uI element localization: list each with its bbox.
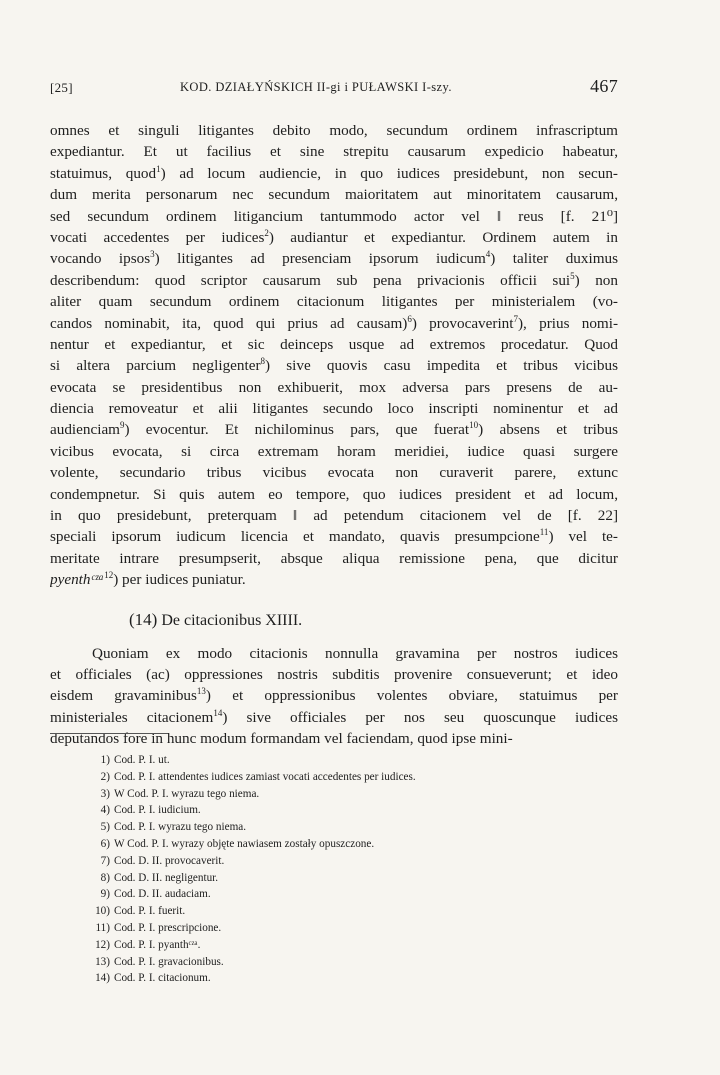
text-line bbox=[50, 163, 618, 184]
text-segment: describendum: quod scriptor causarum sub pena privacionis officii sui bbox=[50, 271, 571, 289]
text-line: omnes et singuli litigantes debito modo, secundum ordinem infrascriptum bbox=[50, 122, 618, 139]
footnote-mark: 4) bbox=[100, 804, 110, 817]
footnote bbox=[86, 786, 586, 803]
text-segment: eisdem gravaminibus bbox=[50, 687, 197, 705]
footnote bbox=[86, 819, 586, 836]
text-line: volente, secundario tribus vicibus evocata non curaverit parere, extunc bbox=[50, 464, 618, 482]
text-segment: pyenthᶜᶻᵃ bbox=[50, 571, 105, 589]
text-line bbox=[50, 227, 618, 248]
page-number: 467 bbox=[590, 76, 618, 96]
text-line: diencia removeatur et alii litigantes secundo loco inscripti nominentur et ad bbox=[50, 400, 618, 418]
footnote-text: Cod. P. I. gravacionibus. bbox=[114, 955, 224, 968]
text-segment: ) et oppressionibus volentes obviare, statuimus per bbox=[205, 687, 618, 705]
footnote-mark: 8) bbox=[100, 871, 110, 884]
text-segment: ) evocentur. Et nichilominus pars, que fuerat bbox=[124, 421, 470, 439]
text-segment: ) audiantur et expediantur. Ordinem autem in bbox=[268, 228, 618, 246]
footnote-ref: 3 bbox=[150, 249, 155, 260]
header-section-number: [25] bbox=[50, 80, 73, 95]
footnote bbox=[86, 903, 586, 920]
footnote-mark: 5) bbox=[100, 821, 110, 834]
text-line bbox=[50, 248, 618, 269]
footnote bbox=[86, 920, 586, 937]
text-line bbox=[50, 685, 618, 706]
text-line: in quo presidebunt, preterquam ‖ ad petendum citacionem vel de [f. 22] bbox=[50, 507, 618, 525]
text-line bbox=[50, 569, 618, 590]
text-line bbox=[50, 270, 618, 291]
text-segment: audienciam bbox=[50, 421, 120, 439]
text-line: nentur et expediantur, et sic deinceps usque ad extremos procedatur. Quod bbox=[50, 335, 618, 353]
text-line bbox=[50, 707, 618, 728]
footnote-text: Cod. D. II. audaciam. bbox=[114, 888, 211, 901]
footnote-mark: 11) bbox=[95, 921, 110, 934]
text-line: meritate intrare presumpserit, absque aliqua remissione pena, que dicitur bbox=[50, 549, 618, 567]
paragraph-1 bbox=[50, 120, 618, 591]
footnote-ref: 5 bbox=[570, 270, 575, 281]
footnote bbox=[86, 802, 586, 819]
footnote bbox=[86, 836, 586, 853]
footnote-text: Cod. P. I. citacionum. bbox=[114, 972, 211, 985]
text-segment: ) non bbox=[574, 271, 618, 289]
text-segment: ) provocaverint bbox=[411, 314, 514, 332]
section-heading bbox=[129, 609, 618, 631]
footnote-ref: 2 bbox=[264, 227, 269, 238]
footnote-ref: 12 bbox=[104, 570, 114, 581]
section-number: (14) bbox=[129, 609, 158, 629]
footnote-ref: 11 bbox=[539, 527, 549, 538]
text-line: et officiales (ac) oppressiones nostris subditis provenire consueverunt; et ideo bbox=[50, 665, 618, 683]
footnote-text: Cod. P. I. prescripcione. bbox=[114, 921, 222, 934]
text-segment: ministeriales citacionem bbox=[50, 708, 214, 726]
footnote-text: Cod. P. I. attendentes iudices zamiast vocati accedentes per iudices. bbox=[114, 770, 416, 783]
text-line bbox=[50, 526, 618, 547]
footnote-text: W Cod. P. I. wyrazy objęte nawiasem zostały opuszczone. bbox=[114, 837, 375, 850]
section-title: De citacionibus XIIII. bbox=[161, 611, 303, 629]
text-segment: vocati accedentes per iudices bbox=[50, 228, 265, 246]
footnote bbox=[86, 954, 586, 971]
footnote bbox=[86, 886, 586, 903]
text-line bbox=[50, 355, 618, 376]
footnote bbox=[86, 769, 586, 786]
text-line: aliter quam secundum ordinem citacionum litigantes per ministerialem (vo- bbox=[50, 293, 618, 311]
text-line: sed secundum ordinem litigancium tantummodo actor vel ‖ reus [f. 21⁰] bbox=[50, 207, 618, 225]
footnote bbox=[86, 937, 586, 954]
footnote-ref: 6 bbox=[407, 313, 412, 324]
footnote-ref: 4 bbox=[485, 249, 491, 260]
text-segment: ) sive officiales per nos seu quoscunque iudices bbox=[222, 708, 618, 726]
footnote bbox=[86, 853, 586, 870]
footnote-mark: 10) bbox=[95, 905, 110, 918]
text-segment: ) per iudices puniatur. bbox=[113, 571, 246, 589]
footnote-ref: 9 bbox=[120, 420, 125, 431]
footnote-ref: 1 bbox=[156, 163, 161, 174]
text-line: evocata se presidentibus non exhibuerit, mox adversa pars presens de au- bbox=[50, 378, 618, 396]
text-segment: ) sive quovis casu impedita et tribus vicibus bbox=[265, 357, 618, 375]
text-line: condempnetur. Si quis autem eo tempore, quo iudices president et ad locum, bbox=[50, 485, 618, 503]
text-line: Quoniam ex modo citacionis nonnulla gravamina per nostros iudices bbox=[92, 644, 618, 662]
footnote-ref: 14 bbox=[213, 707, 223, 718]
footnote-text: W Cod. P. I. wyrazu tego niema. bbox=[114, 787, 260, 800]
footnote-mark: 1) bbox=[100, 754, 110, 766]
footnote-text: Cod. D. II. provocaverit. bbox=[114, 854, 225, 867]
text-segment: ), prius nomi- bbox=[518, 314, 618, 332]
header-title: KOD. DZIAŁYŃSKICH II-gi i PUŁAWSKI I-szy. bbox=[180, 80, 452, 94]
footnote-divider bbox=[50, 733, 168, 735]
text-segment: speciali ipsorum iudicum licencia et mandato, quavis presumpcione bbox=[50, 528, 540, 546]
footnote bbox=[86, 752, 586, 769]
text-segment: ) ad locum audiencie, in quo iudices presidebunt, non secun- bbox=[160, 164, 618, 182]
footnotes bbox=[86, 752, 586, 987]
text-segment: ) absens et tribus bbox=[478, 421, 618, 439]
footnote-mark: 3) bbox=[100, 787, 110, 800]
footnote-ref: 8 bbox=[260, 356, 266, 367]
footnote-text: Cod. P. I. iudicium. bbox=[114, 804, 201, 817]
footnote-ref: 10 bbox=[469, 420, 479, 431]
text-segment: statuimus, quod bbox=[50, 164, 157, 182]
footnote-mark: 13) bbox=[95, 955, 110, 968]
text-segment: ) vel te- bbox=[548, 528, 618, 546]
running-header bbox=[50, 76, 618, 100]
footnote-text: Cod. P. I. fuerit. bbox=[114, 905, 186, 918]
footnote-mark: 12) bbox=[95, 938, 110, 951]
footnote-text: Cod. D. II. negligentur. bbox=[114, 871, 219, 884]
footnote-mark: 6) bbox=[100, 837, 110, 850]
text-segment: ) litigantes ad presenciam ipsorum iudicum bbox=[154, 250, 486, 268]
footnote-ref: 7 bbox=[513, 313, 518, 324]
footnote-text: Cod. P. I. ut. bbox=[114, 754, 170, 766]
footnote-mark: 7) bbox=[100, 854, 110, 867]
footnote-mark: 9) bbox=[100, 888, 110, 901]
footnote bbox=[86, 970, 586, 987]
text-line: dum merita personarum nec secundum maioritatem aut minoritatem causarum, bbox=[50, 186, 618, 204]
main-text bbox=[50, 120, 618, 750]
footnote-text: Cod. P. I. pyanthᶜᶻᵃ. bbox=[114, 938, 201, 951]
text-segment: candos nominabit, ita, quod qui prius ad causam) bbox=[50, 314, 408, 332]
footnote-ref: 13 bbox=[196, 686, 206, 697]
text-line bbox=[50, 313, 618, 334]
footnote-mark: 2) bbox=[100, 770, 110, 783]
text-segment: vocando ipsos bbox=[50, 250, 151, 268]
footnote-mark: 14) bbox=[95, 972, 110, 985]
text-line: expediantur. Et ut facilius et sine strepitu causarum expedicio habeatur, bbox=[50, 143, 618, 161]
text-segment: ) taliter duximus bbox=[490, 250, 618, 268]
text-line bbox=[50, 419, 618, 440]
text-line: deputandos fore in hunc modum formandam vel faciendam, quod ipse mini- bbox=[50, 730, 513, 748]
footnote-text: Cod. P. I. wyrazu tego niema. bbox=[114, 821, 247, 834]
text-segment: si altera parcium negligenter bbox=[50, 357, 261, 375]
footnote bbox=[86, 870, 586, 887]
text-line: vicibus evocata, si circa extremam horam meridiei, iudice quasi surgere bbox=[50, 442, 618, 460]
